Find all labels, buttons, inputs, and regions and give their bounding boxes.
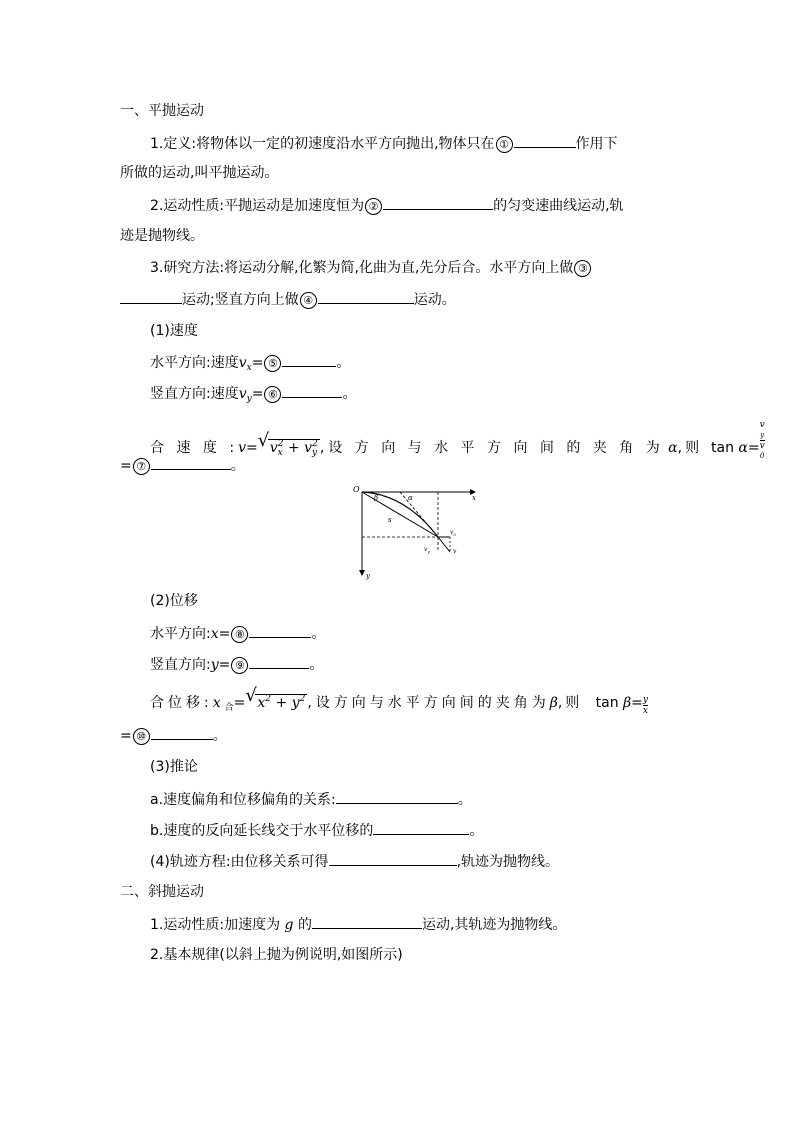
- sqrt-expression: √ $v_x^2 + v_y^2$: [257, 430, 318, 458]
- text: a.速度偏角和位移偏角的关系:: [150, 792, 336, 808]
- method-text-tail: 运动。: [413, 292, 456, 308]
- text: 的: [297, 917, 312, 933]
- period: 。: [342, 386, 357, 402]
- equals: =: [120, 728, 132, 744]
- v0-label: $v_0$: [450, 529, 456, 537]
- blank-2[interactable]: [383, 195, 493, 210]
- var-v: v: [238, 440, 246, 456]
- text: (4)轨迹方程:由位移关系可得: [150, 854, 329, 870]
- blank-number-9: ⑨: [231, 657, 248, 674]
- sub-he: 合: [224, 703, 234, 713]
- alpha: α: [668, 440, 678, 456]
- equals: =: [631, 695, 643, 711]
- resultant-velocity-line-2: [120, 455, 245, 476]
- blank-8[interactable]: [249, 623, 311, 638]
- text: b.速度的反向延长线交于水平位移的: [150, 823, 374, 839]
- equals: =: [251, 355, 264, 371]
- velocity-vertical: [150, 383, 356, 409]
- blank-7[interactable]: [151, 455, 231, 470]
- sqrt-expression: √ $x^2 + y^2$: [245, 685, 306, 711]
- blank-5[interactable]: [282, 352, 336, 367]
- label: 合位移:: [150, 695, 213, 711]
- period: 。: [309, 657, 324, 673]
- method-line-2: [120, 289, 456, 310]
- text-tail: 运动,其轨迹为抛物线。: [421, 917, 567, 933]
- projectile-diagram: [350, 480, 480, 580]
- text: ,设 方 向 与 水 平 方 向 间 的 夹 角 为: [319, 440, 664, 456]
- equals: =: [120, 458, 132, 474]
- blank-number-2: ②: [365, 198, 382, 215]
- blank-number-3: ③: [574, 260, 591, 277]
- oblique-property: [150, 914, 566, 935]
- sub-y: y: [246, 394, 252, 404]
- label: 水平方向:: [150, 626, 211, 642]
- text: ,则: [557, 695, 583, 711]
- var-x: x: [212, 695, 221, 711]
- text: 1.运动性质:加速度为: [150, 917, 281, 933]
- blank-number-5: ⑤: [264, 355, 281, 372]
- inference-title: (3)推论: [150, 759, 198, 775]
- var-x: x: [210, 626, 219, 642]
- property-text: 2.运动性质:平抛运动是加速度恒为: [150, 198, 365, 214]
- method-line-1: [150, 258, 592, 278]
- var-y: y: [210, 657, 219, 673]
- beta-label: β: [374, 494, 379, 502]
- equals: =: [233, 695, 246, 711]
- text: ,则: [677, 440, 703, 456]
- s-label: s: [388, 516, 392, 524]
- trajectory-equation: [150, 851, 559, 872]
- period: 。: [212, 728, 227, 744]
- equals: =: [246, 440, 258, 456]
- period: 。: [336, 355, 351, 371]
- inference-b: [150, 820, 483, 841]
- equals: =: [251, 386, 264, 402]
- alpha: α: [738, 440, 748, 456]
- blank-4[interactable]: [318, 289, 414, 304]
- oblique-rules: 2.基本规律(以斜上抛为例说明,如图所示): [150, 947, 403, 963]
- alpha-label: α: [408, 494, 413, 502]
- property-line-1: [150, 195, 624, 216]
- text-tail: ,轨迹为抛物线。: [456, 854, 560, 870]
- blank-1[interactable]: [514, 133, 576, 148]
- v-vector: [438, 537, 450, 552]
- property-line-2: 迹是抛物线。: [120, 228, 204, 244]
- inference-a: [150, 789, 472, 810]
- beta: β: [549, 695, 558, 711]
- period: 。: [311, 626, 326, 642]
- velocity-title: (1)速度: [150, 323, 198, 339]
- definition-line-1: [150, 133, 618, 154]
- blank-inference-b[interactable]: [373, 820, 469, 835]
- blank-9[interactable]: [249, 654, 309, 669]
- section-2-heading: 二、斜抛运动: [120, 884, 204, 900]
- label: 竖直方向:速度: [150, 386, 239, 402]
- blank-3[interactable]: [120, 289, 182, 304]
- definition-text-tail: 作用下: [575, 136, 618, 152]
- equals: =: [218, 626, 231, 642]
- x-label: x: [472, 494, 476, 502]
- blank-number-1: ①: [496, 136, 513, 153]
- var-g: g: [284, 917, 294, 933]
- sub-x: x: [246, 363, 252, 373]
- definition-text: 1.定义:将物体以一定的初速度沿水平方向抛出,物体只在: [150, 136, 495, 152]
- y-axis-arrow-icon: [359, 570, 365, 576]
- blank-oblique[interactable]: [312, 914, 422, 929]
- sqrt-sign-icon: √: [245, 685, 257, 706]
- blank-number-6: ⑥: [264, 386, 281, 403]
- blank-inference-a[interactable]: [336, 789, 458, 804]
- displacement-vertical: [150, 654, 323, 675]
- vy-label: $v_y$: [424, 546, 430, 554]
- period: 。: [230, 458, 245, 474]
- property-text-tail: 的匀变速曲线运动,轨: [493, 198, 624, 214]
- velocity-horizontal: [150, 352, 350, 378]
- fraction-vy-v0: v y v 0: [759, 420, 765, 460]
- blank-6[interactable]: [282, 383, 342, 398]
- period: 。: [469, 823, 484, 839]
- y-label: y: [366, 572, 370, 580]
- beta: β: [623, 695, 632, 711]
- blank-number-7: ⑦: [133, 458, 150, 475]
- fraction-y-x: $\frac{y}{x}$: [642, 695, 648, 716]
- definition-line-2: 所做的运动,叫平抛运动。: [120, 165, 279, 181]
- section-1-heading: 一、平抛运动: [120, 103, 204, 119]
- blank-number-8: ⑧: [231, 626, 248, 643]
- blank-trajectory[interactable]: [329, 851, 457, 866]
- displacement-title: (2)位移: [150, 593, 198, 609]
- blank-number-4: ④: [300, 292, 317, 309]
- label: 合 速 度 :: [150, 440, 239, 456]
- sqrt-sign-icon: √: [257, 430, 270, 451]
- method-text-mid: 运动;竖直方向上做: [182, 292, 299, 308]
- equals: =: [747, 440, 760, 456]
- v-label: v: [453, 548, 457, 555]
- tan: tan: [595, 695, 619, 711]
- resultant-displacement-line-1: [150, 685, 648, 718]
- equals: =: [218, 657, 231, 673]
- origin-label: O: [353, 485, 360, 494]
- method-text: 3.研究方法:将运动分解,化繁为简,化曲为直,先分后合。水平方向上做: [150, 260, 574, 276]
- blank-number-10: ⑩: [133, 728, 150, 745]
- var-v: v: [238, 355, 247, 371]
- blank-10[interactable]: [151, 725, 213, 740]
- text: ,设方向与水平方向间的夹角为: [307, 695, 550, 711]
- period: 。: [457, 792, 472, 808]
- var-v: v: [238, 386, 247, 402]
- tan: tan: [711, 440, 734, 456]
- displacement-horizontal: [150, 623, 325, 644]
- velocity-extension-line: [400, 492, 438, 537]
- label: 水平方向:速度: [150, 355, 239, 371]
- resultant-displacement-line-2: [120, 725, 227, 746]
- label: 竖直方向:: [150, 657, 211, 673]
